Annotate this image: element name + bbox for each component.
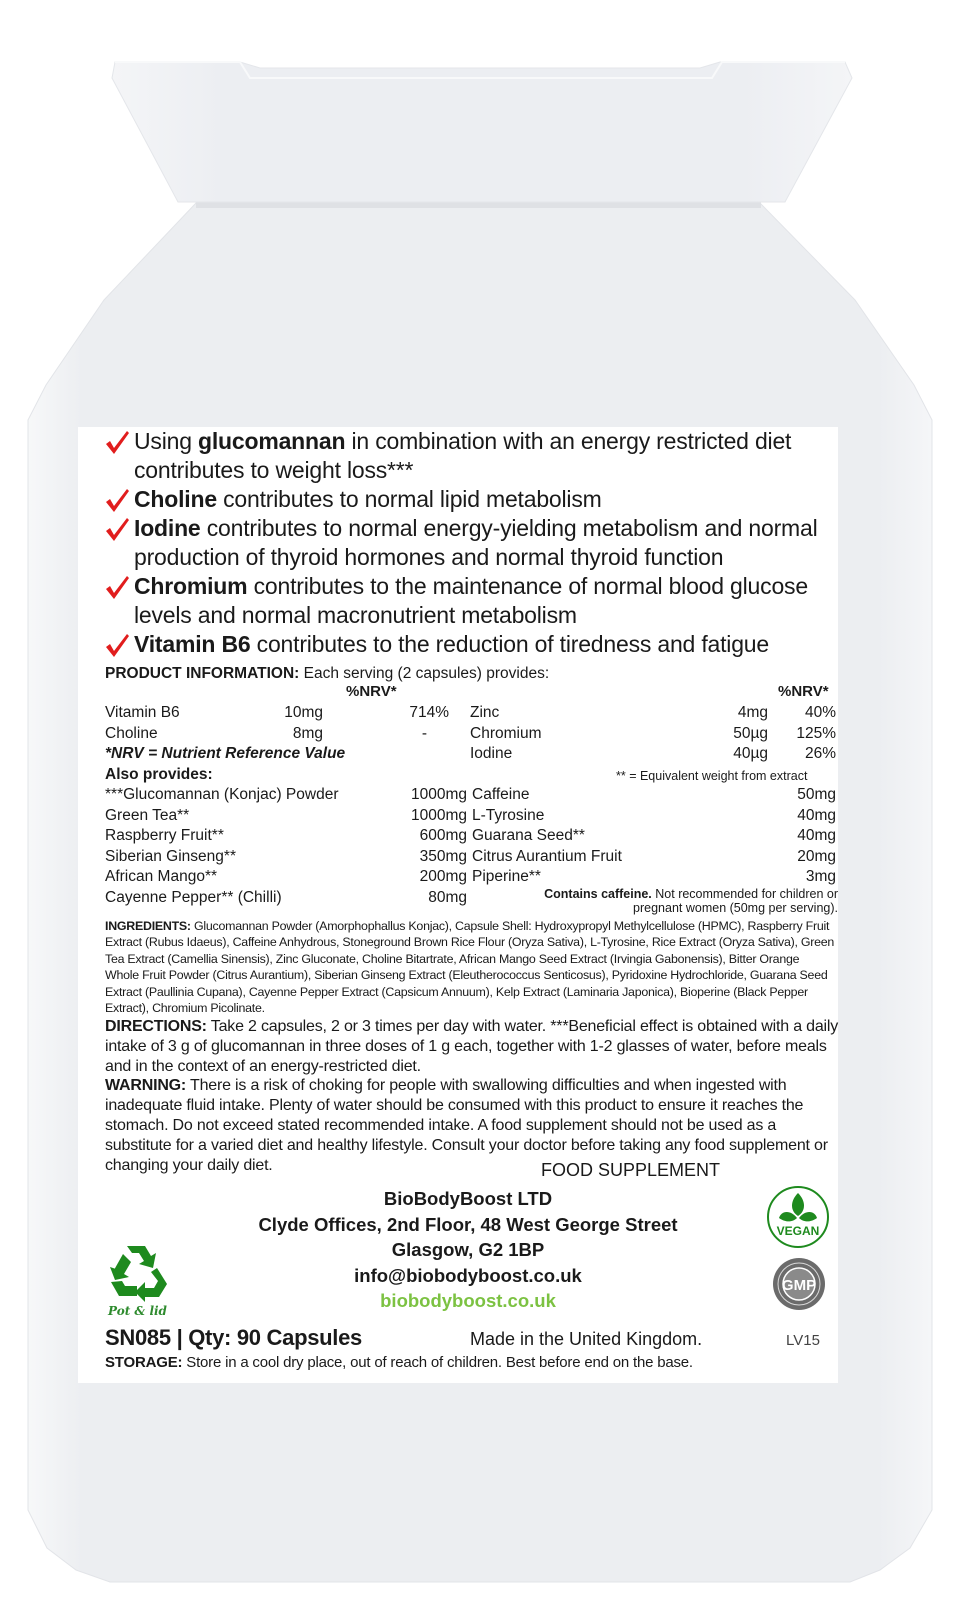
- checkmark-icon: [104, 429, 130, 455]
- also-provides-right: [472, 785, 836, 888]
- nutrient-table-right: [470, 703, 836, 765]
- ingredient-row: ***Glucomannan (Konjac) Powder 1000mg: [105, 786, 467, 803]
- gmp-badge-icon: [772, 1255, 826, 1313]
- also-provides-title: Also provides:: [105, 766, 213, 783]
- ingredient-row: Raspberry Fruit** 600mg: [105, 827, 467, 845]
- caffeine-warning: Contains caffeine. Not recommended for children or pregnant women (50mg per serving).: [544, 887, 838, 915]
- claim-iodine: Iodine contributes to normal energy-yielding metabolism and normal production of thyroid hormones and normal thyroid function: [102, 514, 842, 572]
- checkmark-icon: [104, 487, 130, 513]
- claim-vitamin-b6: Vitamin B6 contributes to the reduction of tiredness and fatigue: [102, 630, 842, 659]
- claim-glucomannan: Using glucomannan in combination with an energy restricted diet contributes to weight loss***: [102, 427, 842, 485]
- product-label: [78, 427, 838, 1383]
- nutrient-row: Zinc 4mg 40%: [470, 704, 836, 721]
- svg-text:VEGAN: VEGAN: [776, 1224, 820, 1238]
- nrv-footnote: *NRV = Nutrient Reference Value: [105, 745, 346, 763]
- ingredients-list: INGREDIENTS: Glucomannan Powder (Amorphophallus Konjac), Capsule Shell: Hydroxypropyl Methylcellulose (HPMC), Raspberry Fruit Extract (Rubus Idaeus), Caffeine Anhydrous, Stoneground Brown Rice Flour (Oryza Sativa), L-Tyrosine, Rice Extract (Oryza Sativa), Green Tea Extract (Camellia Sinensis), Zinc Gluconate, Choline Bitartrate, African Mango Seed Extract (Irvingia Gabonensis), Bitter Orange Whole Fruit Powder (Citrus Aurantium), Siberian Ginseng Extract (Eleutherococcus Senticosus), Pyridoxine Hydrochloride, Guarana Seed Extract (Paullinia Cupana), Cayenne Pepper Extract (Capsicum Annuum), Kelp Extract (Laminaria Japonica), Bioperine (Black Pepper Extract), Chromium Picolinate.: [105, 919, 835, 1016]
- directions: DIRECTIONS: Take 2 capsules, 2 or 3 times per day with water. ***Beneficial effect is obtained with a daily intake of 3 g of glucomannan in three doses of 1 g each, together with 1-2 glasses of water, before meals and in the context of an energy-restricted diet.: [105, 1018, 839, 1075]
- warning: WARNING: There is a risk of choking for people with swallowing difficulties and when ingested with inadequate fluid intake. Plenty of water should be consumed with this product to ensure it reaches the stomach. Do not exceed stated recommended intake. A food supplement should not be used as a substitute for a varied diet and healthy lifestyle. Consult your doctor before taking any food supplement or changing your daily diet.: [105, 1077, 828, 1174]
- directions-and-warning: [105, 1017, 840, 1175]
- company-name: BioBodyBoost LTD: [383, 1188, 553, 1209]
- nutrient-row: Chromium 50µg 125%: [470, 724, 836, 742]
- storage-instructions: STORAGE: Store in a cool dry place, out of reach of children. Best before end on the base.: [105, 1354, 693, 1371]
- nutrient-row: Choline 8mg -: [105, 724, 427, 742]
- label-version: LV15: [786, 1332, 820, 1349]
- also-provides-left: [105, 785, 467, 909]
- nutrient-row: Iodine 40µg 26%: [470, 745, 836, 763]
- company-website[interactable]: biobodyboost.co.uk: [380, 1290, 556, 1311]
- recycle-icon: [105, 1242, 173, 1304]
- ingredient-row: Siberian Ginseng** 350mg: [105, 847, 467, 865]
- health-claims: [102, 427, 842, 659]
- recycle-label: Pot & lid: [108, 1304, 167, 1318]
- product-info-heading: PRODUCT INFORMATION: Each serving (2 capsules) provides:: [105, 665, 550, 682]
- ingredient-row: Citrus Aurantium Fruit 20mg: [472, 847, 836, 865]
- nrv-header-right: %NRV*: [778, 683, 829, 700]
- nutrient-table-left: [105, 703, 449, 765]
- ingredient-row: Cayenne Pepper** (Chilli) 80mg: [105, 888, 467, 906]
- ingredient-row: Guarana Seed** 40mg: [472, 827, 836, 845]
- claim-chromium: Chromium contributes to the maintenance of normal blood glucose levels and normal macronutrient metabolism: [102, 572, 842, 630]
- company-address-line1: Clyde Offices, 2nd Floor, 48 West George Street: [258, 1213, 678, 1235]
- claim-choline: Choline contributes to normal lipid metabolism: [102, 485, 842, 514]
- made-in: Made in the United Kingdom.: [470, 1329, 703, 1349]
- equivalent-weight-note: ** = Equivalent weight from extract: [616, 769, 808, 783]
- ingredient-row: Piperine** 3mg: [472, 868, 836, 886]
- ingredient-row: L-Tyrosine 40mg: [472, 806, 836, 824]
- vegan-badge-icon: [766, 1185, 830, 1249]
- company-address-line2: Glasgow, G2 1BP: [391, 1239, 545, 1260]
- checkmark-icon: [104, 574, 130, 600]
- sku-quantity: SN085 | Qty: 90 Capsules: [105, 1325, 362, 1350]
- ingredient-row: African Mango** 200mg: [105, 868, 467, 886]
- nrv-header-left: %NRV*: [346, 683, 397, 700]
- company-info: [198, 1186, 738, 1314]
- svg-text:GMP: GMP: [781, 1277, 817, 1294]
- ingredient-row: Caffeine 50mg: [472, 786, 836, 803]
- checkmark-icon: [104, 632, 130, 658]
- food-supplement-label: FOOD SUPPLEMENT: [541, 1160, 721, 1180]
- checkmark-icon: [104, 516, 130, 542]
- nutrient-row: Vitamin B6 10mg 714%: [105, 704, 449, 721]
- ingredient-row: Green Tea** 1000mg: [105, 806, 467, 824]
- company-email[interactable]: info@biobodyboost.co.uk: [354, 1264, 582, 1286]
